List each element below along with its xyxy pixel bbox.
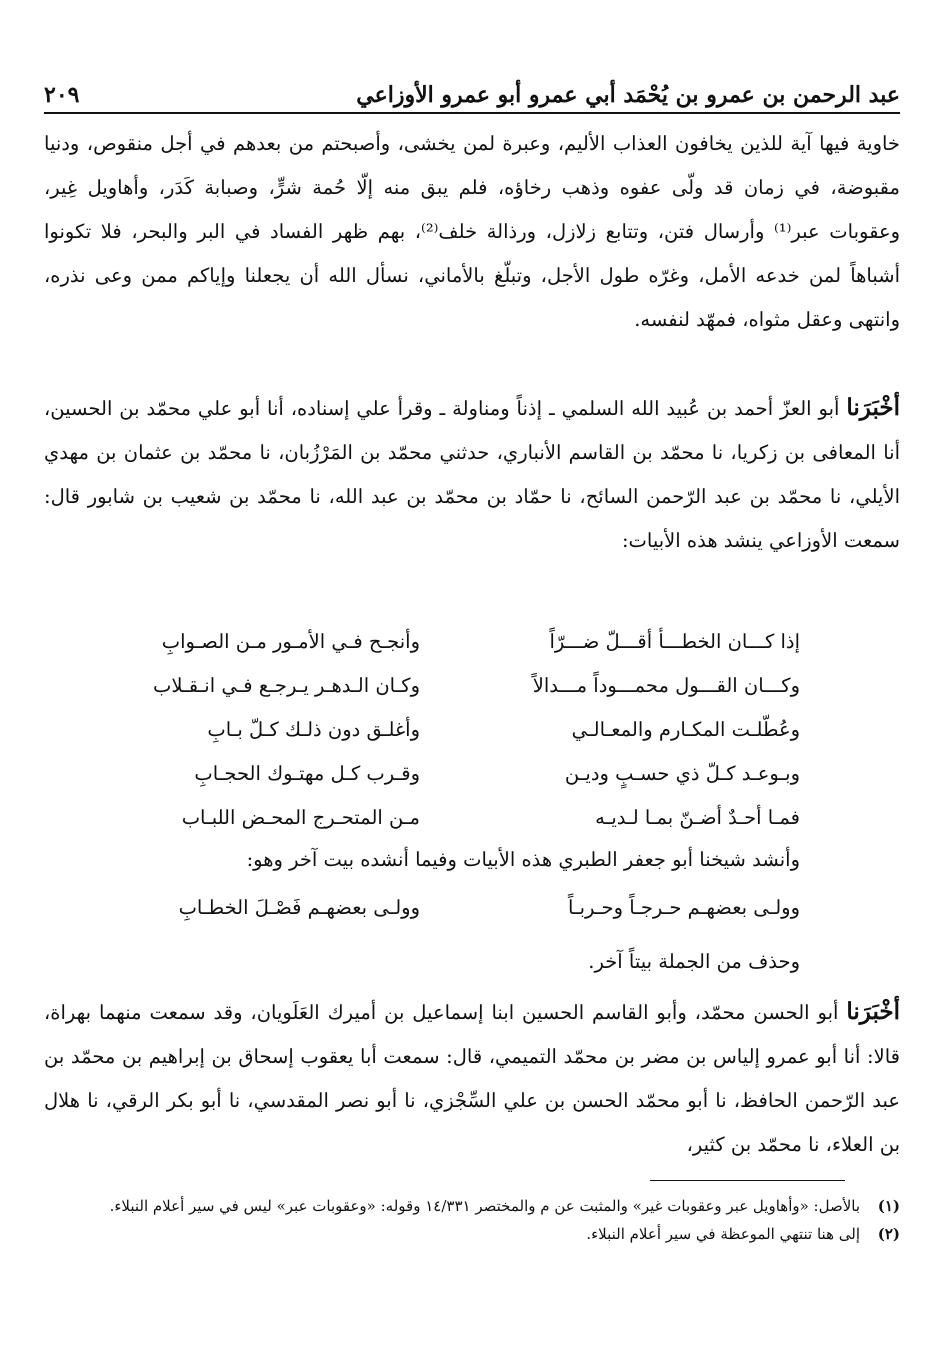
verse-line (100, 886, 800, 930)
verse-second-hemistich: مـن المتحـرج المحـض اللبـاب (181, 806, 420, 829)
running-title: عبد الرحمن بن عمرو بن يُحْمَد أبي عمرو أبو عمرو الأوزاعي (356, 82, 900, 108)
verse-second-hemistich: وكـان الـدهـر يـرجـع فـي انـقـلاب (153, 674, 420, 697)
paragraph-4 (44, 990, 900, 1167)
paragraph-4-text: أبو الحسن محمّد، وأبو القاسم الحسين ابنا إسماعيل بن أميرك العَلَويان، وقد سمعت منهما بهراة، قالا: أنا أبو عمرو إلياس بن مضر بن محمّد التميمي، قال: سمعت أبا يعقوب إسحاق بن إبراهيم بن محمّد بن عبد الرّحمن الحافظ، نا أبو محمّد الحسن بن علي السِّجْزي، نا أبو نصر المقدسي، نا أبو بكر الرقي، نا هلال بن العلاء، نا محمّد بن كثير، (44, 1001, 900, 1156)
verse-second-hemistich: وأغلـق دون ذلـك كـلّ بـابِ (207, 718, 420, 741)
footnote-divider (650, 1180, 845, 1181)
paragraph-3b: وحذف من الجملة بيتاً آخر. (588, 950, 800, 973)
verse-line (100, 796, 800, 840)
page-number: ٢٠٩ (44, 82, 80, 108)
akhbarana-keyword: أخْبَرَنا (846, 394, 900, 421)
verse-line (100, 752, 800, 796)
verse-first-hemistich: وولـى بعضهـم حـرجـاً وحـربـاً (567, 896, 800, 919)
page-header (44, 68, 900, 114)
paragraph-3: وأنشد شيخنا أبو جعفر الطبري هذه الأبيات وفيما أنشده بيت آخر وهو: (246, 848, 800, 871)
footnote-number: (١) (877, 1197, 900, 1215)
footnote-text: بالأصل: «وأهاويل عبر وعقوبات غير» والمثبت عن م والمختصر ١٤/٣٣١ وقوله: «وعقوبات عبر» ليس في سير أعلام النبلاء. (109, 1197, 860, 1215)
footnote (44, 1220, 900, 1248)
paragraph-2 (44, 386, 900, 563)
verse-first-hemistich: إذا كـــان الخطـــأ أقـــلّ ضـــرّاً (549, 630, 800, 653)
footnote-text: إلى هنا تنتهي الموعظة في سير أعلام النبلاء. (586, 1225, 860, 1243)
akhbarana-keyword: أخْبَرَنا (846, 998, 900, 1025)
verse-first-hemistich: وكـــان القـــول محمـــوداً مـــدالاً (532, 674, 800, 697)
paragraph-1: خاوية فيها آية للذين يخافون العذاب الأليم، وعبرة لمن يخشى، وأصبحتم من بعدهم في أجل منقوص، ودنيا مقبوضة، في زمان قد ولّى عفوه وذهب رخاؤه، فلم يبق منه إلّا حُمة شرٍّ، وصبابة كَدَر، وأهاويل غِير، وعقوبات عبر⁽¹⁾ وأرسال فتن، وتتابع زلازل، ورذالة خلف⁽²⁾، بهم ظهر الفساد في البر والبحر، فلا تكونوا أشباهاً لمن خدعه الأمل، وغرّه طول الأجل، وتبلّغ بالأماني، نسأل الله أن يجعلنا وإياكم ممن وعى نذره، وانتهى وعقل مثواه، فمهّد لنفسه. (44, 132, 900, 331)
verse-line (100, 620, 800, 664)
poem-extra-verse (100, 886, 800, 930)
footnotes (44, 1192, 900, 1248)
poem-verses (100, 620, 800, 840)
verse-first-hemistich: فمـا أحـدٌ أضـنّ بمـا لـديـه (595, 806, 800, 829)
verse-second-hemistich: وأنجـح فـي الأمـور مـن الصـوابِ (161, 630, 420, 653)
verse-second-hemistich: وولـى بعضهـم فَصْـلَ الخطـابِ (178, 896, 420, 919)
verse-first-hemistich: وعُطّلـت المكـارم والمعـالـي (571, 718, 800, 741)
footnote (44, 1192, 900, 1220)
verse-second-hemistich: وقـرب كـل مهتـوك الحجـابِ (194, 762, 420, 785)
verse-line (100, 664, 800, 708)
paragraph-2-text: أبو العزّ أحمد بن عُبيد الله السلمي ـ إذناً ومناولة ـ وقرأ علي إسناده، أنا أبو علي محمّد بن الحسين، أنا المعافى بن زكريا، نا محمّد بن القاسم الأنباري، حدثني محمّد بن المَرْزُبان، نا محمّد بن عثمان بن مهدي الأيلي، نا محمّد بن عبد الرّحمن السائح، نا حمّاد بن محمّد بن عبد الله، نا محمّد بن شعيب بن شابور قال: سمعت الأوزاعي ينشد هذه الأبيات: (44, 397, 900, 552)
verse-first-hemistich: وبـوعـد كـلّ ذي حسـبٍ وديـن (564, 762, 800, 785)
verse-line (100, 708, 800, 752)
footnote-number: (٢) (877, 1225, 900, 1243)
